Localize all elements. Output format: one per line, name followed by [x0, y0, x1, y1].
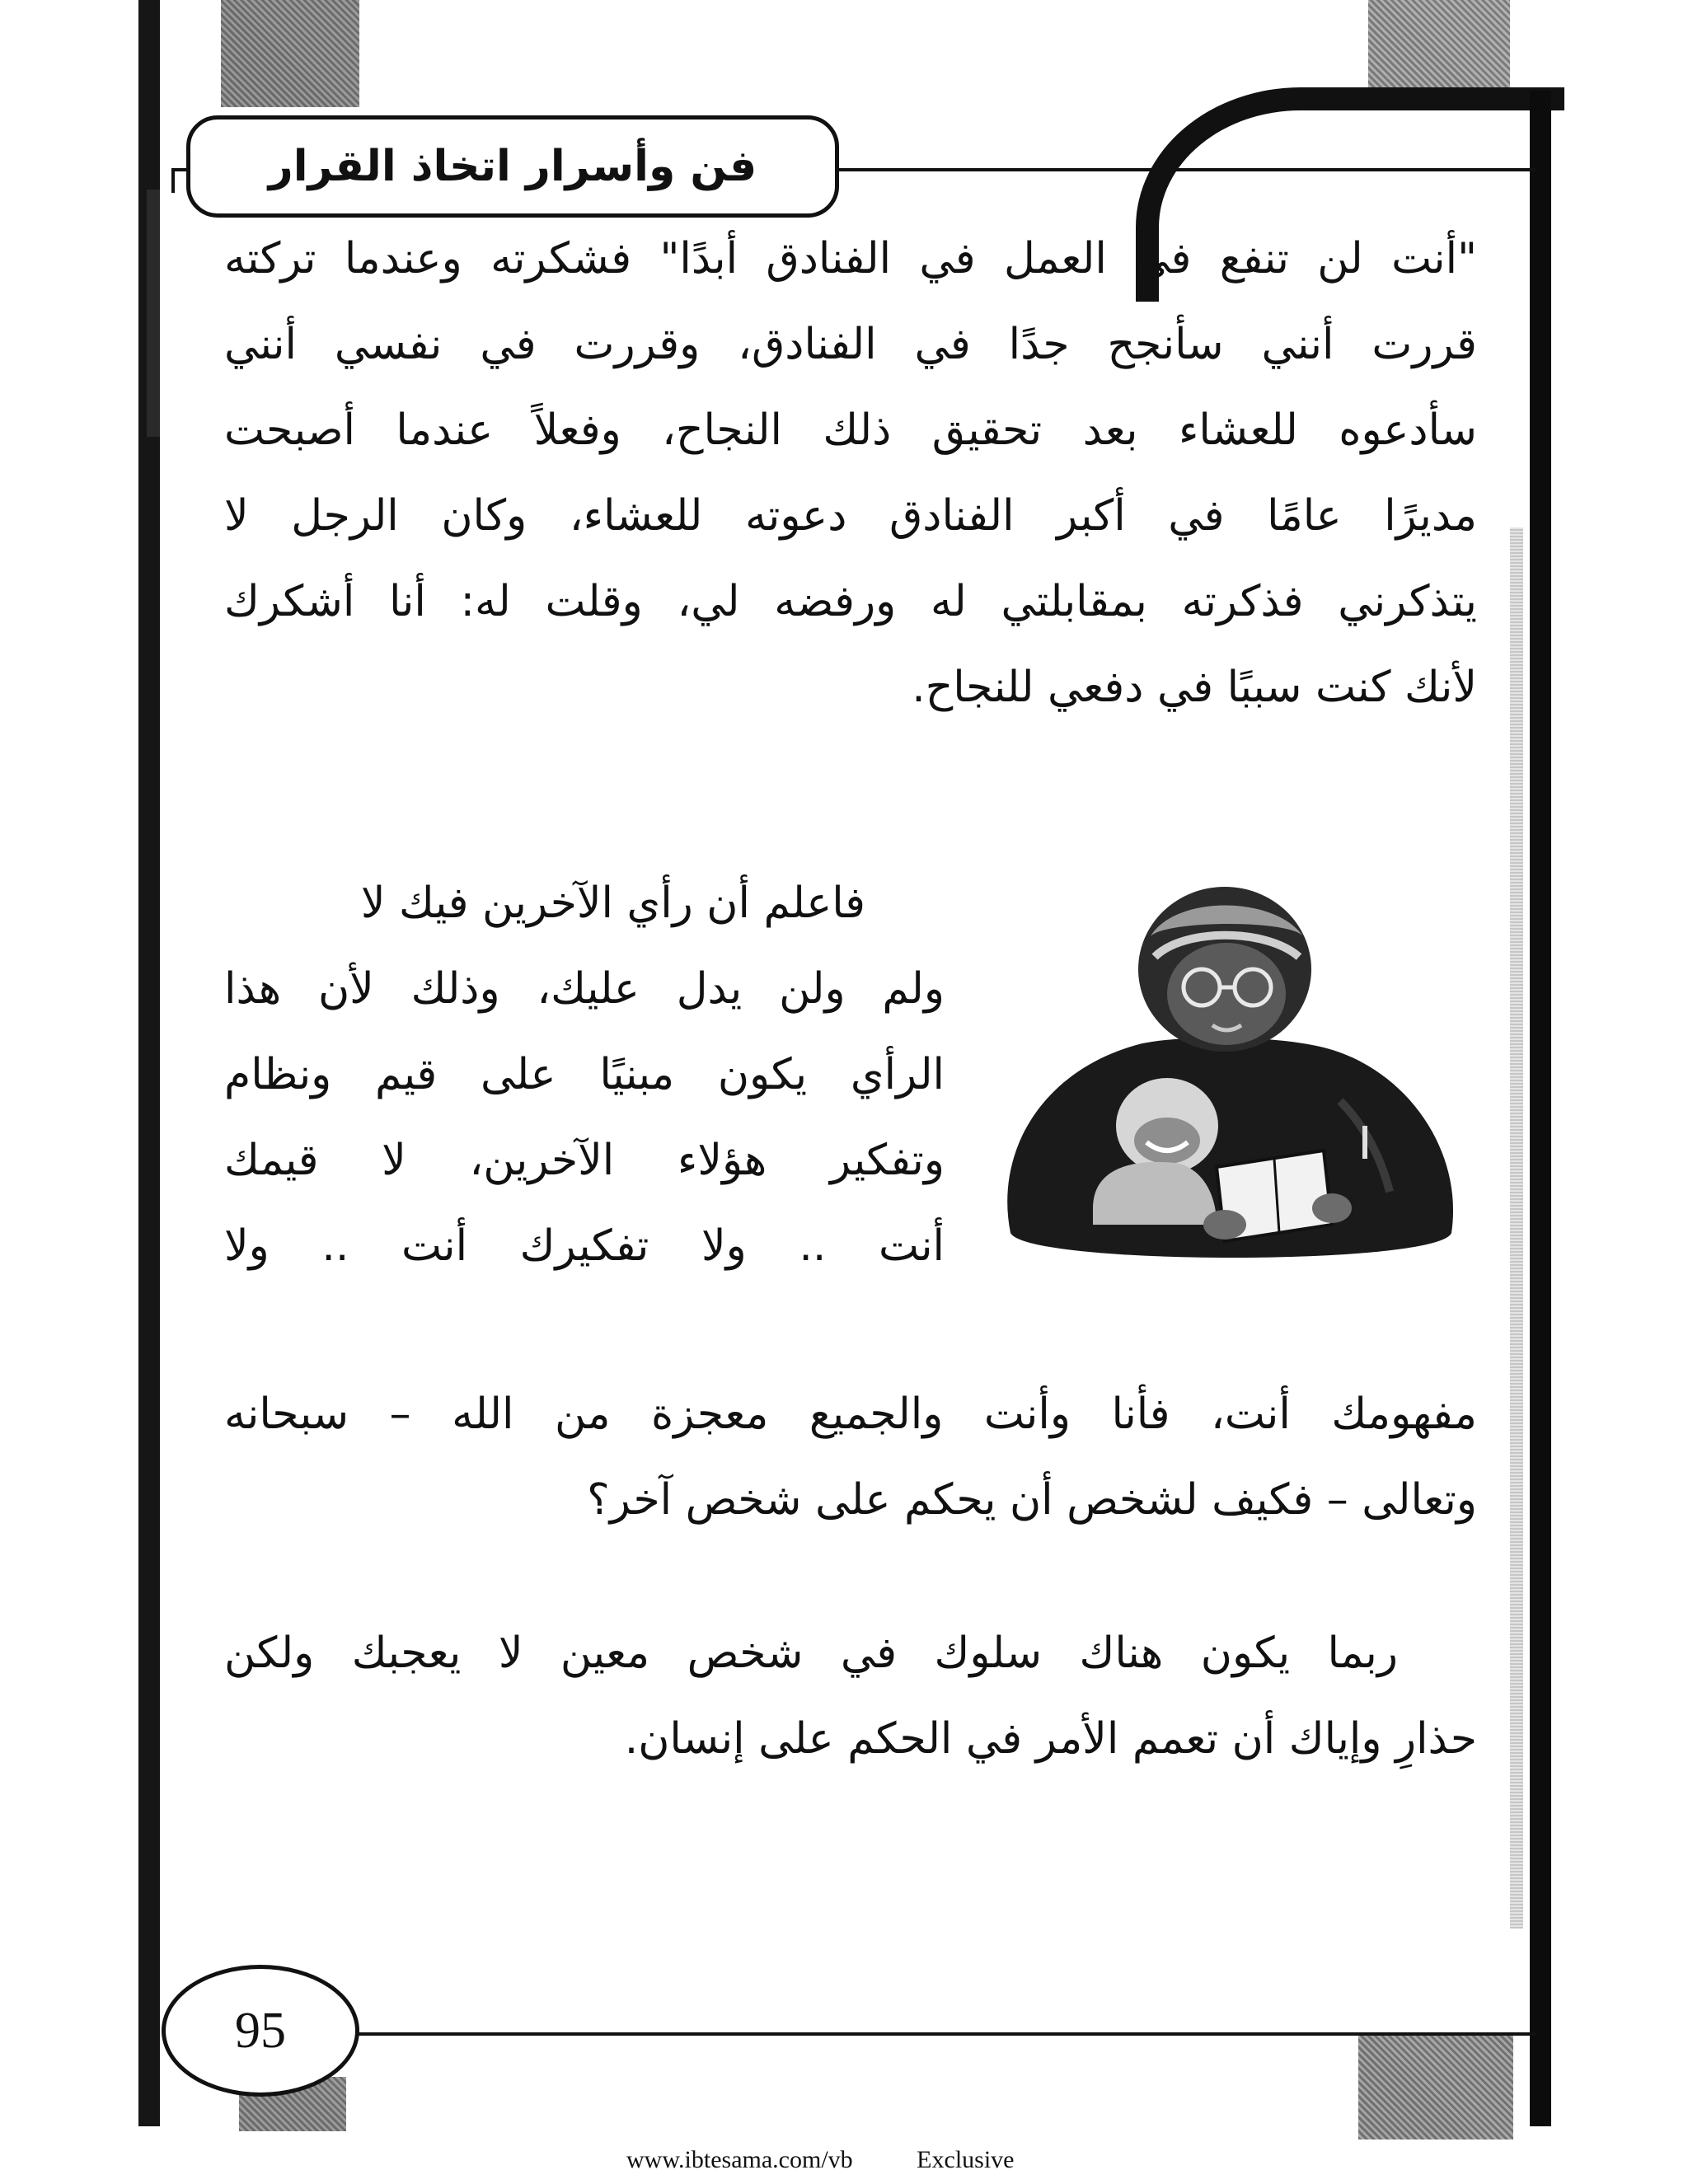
text-line: مديرًا عامًا في أكبر الفنادق دعوته للعشاء، وكان الرجل لا	[224, 491, 1477, 541]
paragraph-2-continued	[224, 1371, 1477, 1543]
paragraph-3	[224, 1610, 1477, 1782]
chapter-title: فن وأسرار اتخاذ القرار	[268, 142, 757, 191]
text-line: سأدعوه للعشاء بعد تحقيق ذلك النجاح، وفعلاً عندما أصبحت	[224, 405, 1477, 455]
bottom-right-corner-pattern	[1358, 2032, 1513, 2139]
left-scan-strip	[147, 190, 160, 437]
paragraph-2	[224, 860, 945, 1289]
footer-rule	[320, 2032, 1536, 2036]
text-line: قررت أنني سأنجح جدًا في الفنادق، وقررت في نفسي أنني	[224, 320, 1477, 369]
site-url: www.ibtesama.com/vb	[626, 2146, 853, 2173]
text-line: أنت .. ولا تفكيرك أنت .. ولا	[224, 1221, 945, 1271]
text-line: ربما يكون هناك سلوك في شخص معين لا يعجبك ولكن	[224, 1629, 1398, 1678]
right-scan-strip	[1510, 527, 1523, 1929]
text-line: وتعالى – فكيف لشخص أن يحكم على شخص آخر؟	[587, 1475, 1477, 1525]
text-line: فاعلم أن رأي الآخرين فيك لا	[360, 879, 865, 928]
text-line: الرأي يكون مبنيًا على قيم ونظام	[224, 1050, 945, 1099]
chapter-title-box	[186, 115, 839, 218]
header-rule-tick	[171, 168, 175, 193]
text-line: لأنك كنت سببًا في دفعي للنجاح.	[912, 663, 1477, 712]
text-line: ولم ولن يدل عليك، وذلك لأن هذا	[224, 964, 945, 1014]
text-line: مفهومك أنت، فأنا وأنت والجميع معجزة من الله – سبحانه	[224, 1390, 1477, 1439]
top-right-corner-pattern	[1368, 0, 1510, 97]
text-line: يتذكرني فذكرته بمقابلتي له ورفضه لي، وقلت له: أنا أشكرك	[224, 577, 1477, 626]
page-number-oval	[162, 1965, 359, 2097]
text-line: وتفكير هؤلاء الآخرين، لا قيمك	[224, 1136, 945, 1185]
paragraph-1	[224, 216, 1477, 730]
page-number: 95	[235, 2002, 286, 2059]
text-line: "أنت لن تنفع في العمل في الفنادق أبدًا" فشكرته وعندما تركته	[224, 234, 1477, 284]
exclusive-tag: Exclusive	[917, 2146, 1015, 2173]
text-line: حذارِ وإياك أن تعمم الأمر في الحكم على إنسان.	[624, 1714, 1477, 1764]
top-left-corner-pattern	[221, 0, 359, 107]
right-edge-bar	[1530, 91, 1551, 2126]
site-footer	[626, 2146, 1121, 2179]
grandfather-reading-book-with-child-illustration	[978, 879, 1472, 1266]
